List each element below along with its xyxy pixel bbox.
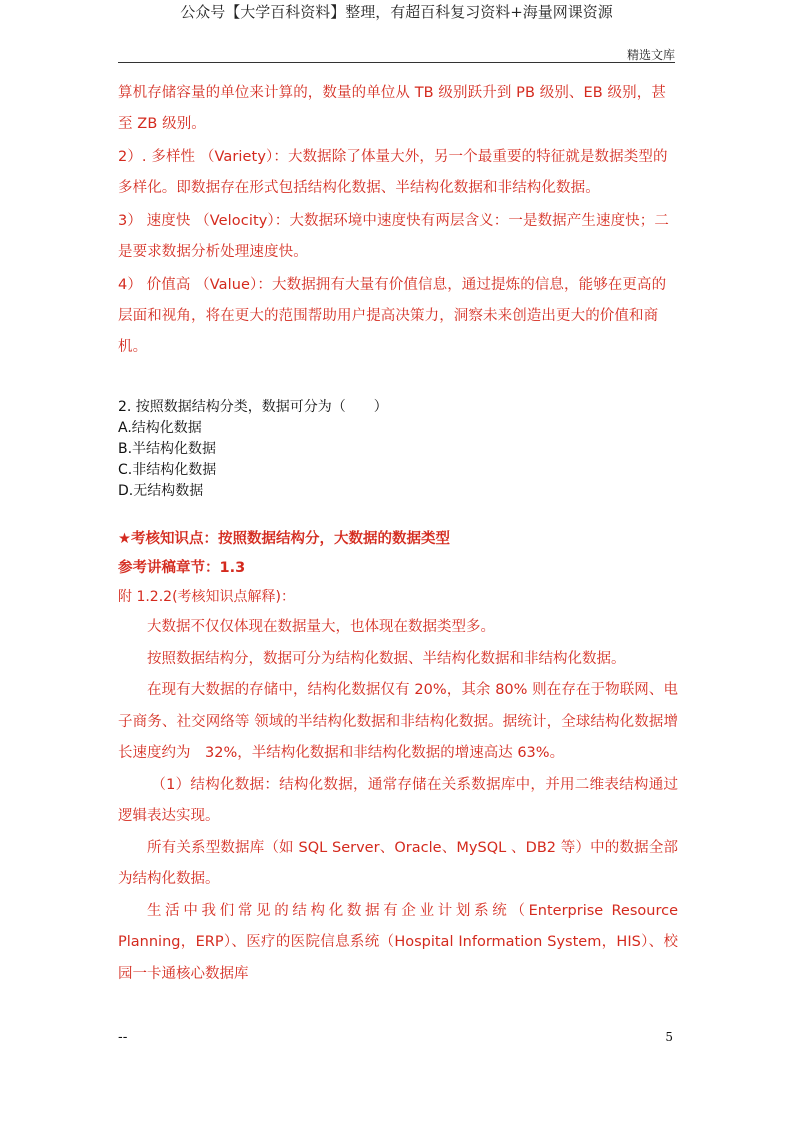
appendix-heading: 附 1.2.2(考核知识点解释)：: [118, 589, 295, 605]
header-label: 精选文库: [626, 48, 675, 62]
page-content: [118, 78, 678, 990]
footer-dash: --: [118, 1030, 128, 1045]
explanation-paragraph: 大数据不仅仅体现在数据量大，也体现在数据类型多。: [147, 619, 495, 635]
explanation-paragraph: 所有关系型数据库（如 SQL Server、Oracle、MySQL 、DB2 等）中的数据全部为结构化数据。: [118, 839, 678, 887]
page-number: 5: [665, 1030, 673, 1044]
intro-paragraph: 算机存储容量的单位来计算的，数量的单位从 TB 级别跃升到 PB 级别、EB 级别，甚至 ZB 级别。: [118, 85, 666, 132]
question-option: D.无结构数据: [118, 483, 204, 499]
intro-paragraph: 4） 价值高 （Value）：大数据拥有大量有价值信息，通过提炼的信息，能够在更高的层面和视角，将在更大的范围帮助用户提高决策力，洞察未来创造出更大的价值和商机。: [118, 277, 667, 355]
header-rule: [118, 62, 675, 63]
question-stem: 2. 按照数据结构分类，数据可分为（ ）: [118, 399, 388, 415]
question-option: B.半结构化数据: [118, 441, 217, 457]
question-option: C.非结构化数据: [118, 462, 217, 478]
intro-paragraph: 2）. 多样性 （Variety）：大数据除了体量大外，另一个最重要的特征就是数据类型的多样化。即数据存在形式包括结构化数据、半结构化数据和非结构化数据。: [118, 149, 668, 196]
top-banner: 公众号【大学百科资料】整理，有超百科复习资料+海量网课资源: [180, 3, 613, 21]
knowledge-point-title: ★考核知识点：按照数据结构分，大数据的数据类型: [118, 531, 450, 547]
question-option: A.结构化数据: [118, 420, 202, 436]
explanation-paragraph: 生活中我们常见的结构化数据有企业计划系统（Enterprise Resource Planning，ERP）、医疗的医院信息系统（Hospital Information System，HIS）、校园一卡通核心数据库: [118, 902, 678, 982]
explanation-paragraph: （1）结构化数据：结构化数据，通常存储在关系数据库中，并用二维表结构通过逻辑表达实现。: [118, 776, 678, 824]
explanation-paragraph: 在现有大数据的存储中，结构化数据仅有 20%，其余 80% 则在存在于物联网、电子商务、社交网络等 领域的半结构化数据和非结构化数据。据统计，全球结构化数据增长速度约为 32%，半结构化数据和非结构化数据的增速高达 63%。: [118, 682, 678, 761]
question-block: [118, 397, 678, 502]
reference-chapter: 参考讲稿章节：1.3: [118, 560, 246, 576]
intro-paragraph: 3） 速度快 （Velocity）：大数据环境中速度快有两层含义：一是数据产生速度快；二是要求数据分析处理速度快。: [118, 213, 669, 260]
explanation-paragraph: 按照数据结构分，数据可分为结构化数据、半结构化数据和非结构化数据。: [147, 650, 626, 667]
